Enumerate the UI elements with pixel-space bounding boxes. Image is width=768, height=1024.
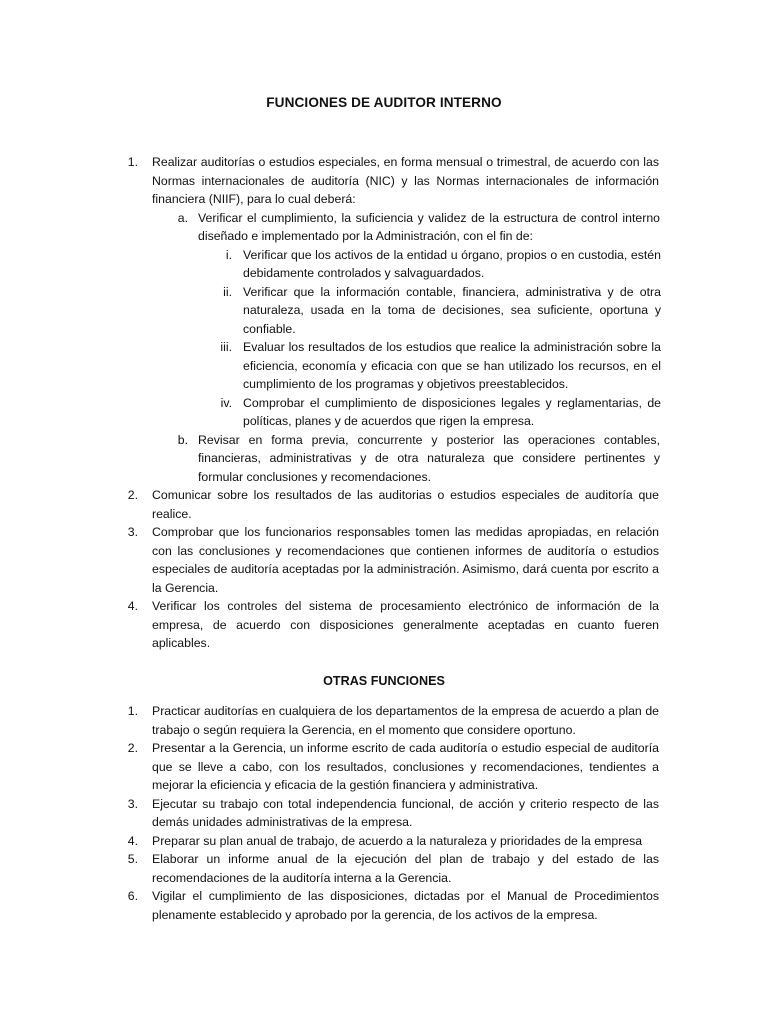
list-text: Verificar que los activos de la entidad u órgano, propios o en custodia, estén debidamente controlados y salvaguardados. (243, 247, 661, 280)
list-number: 2. (127, 488, 138, 502)
list-number: iv. (220, 395, 232, 410)
list-text: Practicar auditorías en cualquiera de los departamentos de la empresa de acuerdo a plan de trabajo o según requiera la Gerencia, en el momento que considere oportuno. (152, 704, 659, 737)
list-item (0, 338, 768, 394)
other-functions-list (0, 702, 768, 924)
list-number: a. (177, 210, 188, 225)
list-number: 4. (127, 833, 138, 848)
list-item (0, 795, 768, 832)
list-text: Realizar auditorías o estudios especiales, en forma mensual o trimestral, de acuerdo con las Normas internacionales de auditoría (NIC) y las Normas internacionales de información financiera (NIIF), para lo cual deberá: (152, 155, 659, 206)
list-item (0, 597, 768, 653)
list-item (0, 850, 768, 887)
list-item (0, 209, 768, 246)
list-number: 2. (127, 741, 138, 755)
list-item (0, 283, 768, 339)
list-number: i. (225, 247, 232, 262)
list-item (0, 832, 768, 851)
list-item (0, 887, 768, 924)
list-text: Verificar los controles del sistema de procesamiento electrónico de información de la empresa, de acuerdo con disposiciones generalmente aceptadas en cuanto fueren aplicables. (152, 599, 659, 650)
list-item (0, 523, 768, 597)
list-text: Comprobar el cumplimiento de disposiciones legales y reglamentarias, de políticas, planes y de acuerdos que rigen la empresa. (243, 395, 661, 428)
functions-list (0, 153, 768, 653)
list-text: Vigilar el cumplimiento de las disposiciones, dictadas por el Manual de Procedimientos plenamente establecido y aprobado por la gerencia, de los activos de la empresa. (152, 889, 659, 922)
list-number: 5. (127, 852, 138, 866)
list-number: 6. (127, 889, 138, 903)
list-number: iii. (220, 340, 232, 354)
list-item (0, 486, 768, 523)
list-text: Verificar el cumplimiento, la suficiencia y validez de la estructura de control interno diseñado e implementado por la Administración, con el fin de: (198, 210, 660, 243)
list-item (0, 739, 768, 795)
list-number: 3. (127, 525, 138, 539)
list-text: Comprobar que los funcionarios responsables tomen las medidas apropiadas, en relación con las conclusiones y recomendaciones que contienen informes de auditoría o estudios especiales de auditoría aceptadas por la administración. Asimismo, dará cuenta por escrito a la Gerencia. (152, 525, 659, 595)
list-item (0, 394, 768, 431)
list-number: ii. (223, 284, 232, 299)
list-number: 1. (127, 155, 138, 169)
list-text: Elaborar un informe anual de la ejecución del plan de trabajo y del estado de las recomendaciones de la auditoría interna a la Gerencia. (152, 852, 659, 885)
list-text: Preparar su plan anual de trabajo, de acuerdo a la naturaleza y prioridades de la empresa (152, 833, 643, 848)
list-number: 4. (127, 599, 138, 613)
list-text: Verificar que la información contable, financiera, administrativa y de otra naturaleza, usada en la toma de decisiones, sea suficiente, oportuna y confiable. (243, 284, 661, 336)
list-item (0, 431, 768, 487)
list-number: 3. (127, 796, 138, 811)
list-item (0, 153, 768, 209)
document-title: FUNCIONES DE AUDITOR INTERNO (266, 95, 502, 110)
list-text: Presentar a la Gerencia, un informe escrito de cada auditoría o estudio especial de auditoría que se lleve a cabo, con los resultados, conclusiones y recomendaciones, tendientes a mejorar la eficiencia y eficacia de la gestión financiera y administrativa. (152, 741, 659, 792)
list-text: Revisar en forma previa, concurrente y posterior las operaciones contables, financieras, administrativas y de otra naturaleza que considere pertinentes y formular conclusiones y recomendaciones. (198, 432, 660, 484)
list-text: Comunicar sobre los resultados de las auditorias o estudios especiales de auditoría que realice. (152, 488, 659, 521)
list-item (0, 246, 768, 283)
list-text: Ejecutar su trabajo con total independencia funcional, de acción y criterio respecto de las demás unidades administrativas de la empresa. (152, 796, 659, 829)
list-text: Evaluar los resultados de los estudios que realice la administración sobre la eficiencia, economía y eficacia con que se han utilizado los recursos, en el cumplimiento de los programas y objetivos preestablecidos. (243, 340, 661, 391)
list-number: 1. (127, 704, 138, 718)
list-number: b. (177, 432, 188, 447)
section-title: OTRAS FUNCIONES (323, 674, 445, 688)
list-item (0, 702, 768, 739)
